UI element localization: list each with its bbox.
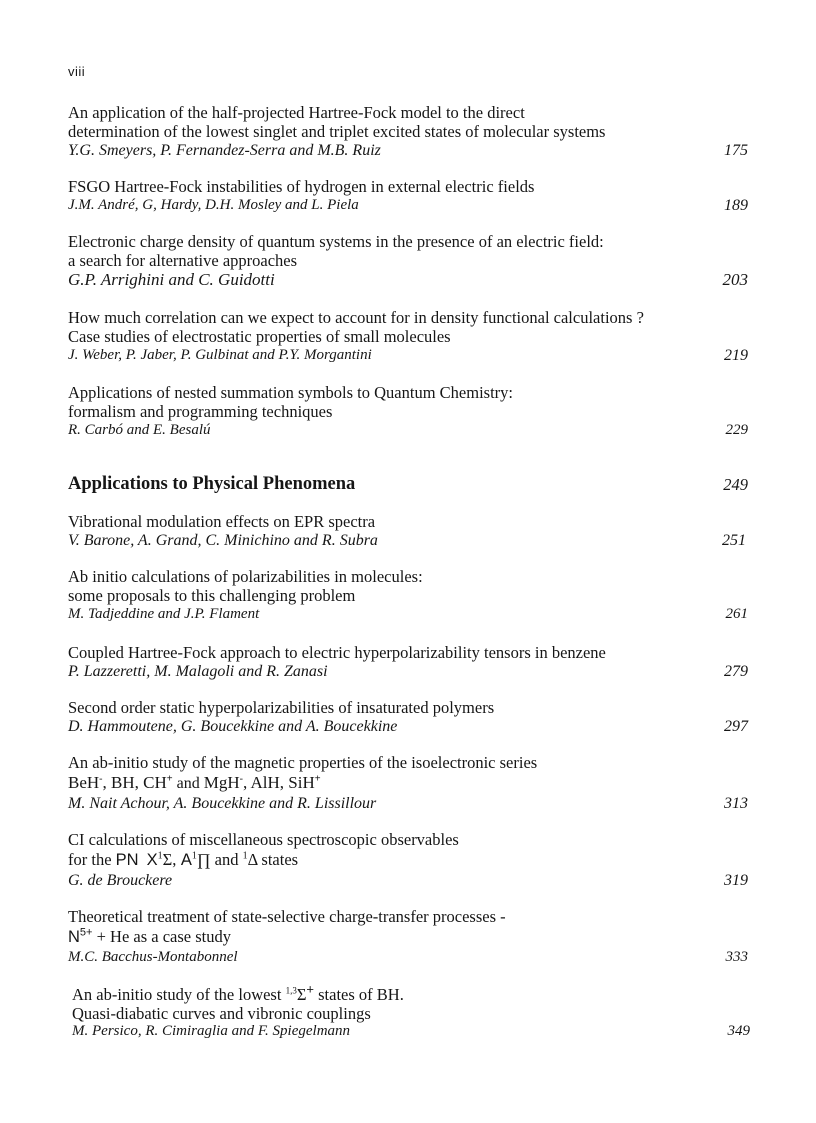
entry-authors: M. Tadjeddine and J.P. Flament	[68, 606, 260, 622]
entry-authors: R. Carbó and E. Besalú	[68, 422, 211, 438]
entry-authors: V. Barone, A. Grand, C. Minichino and R. Subra	[68, 532, 378, 549]
superscript: 1	[242, 850, 248, 862]
toc-entry	[68, 512, 748, 550]
toc-entry	[68, 753, 748, 813]
entry-title-line-formula	[72, 981, 750, 1005]
formula-text: states	[257, 850, 299, 869]
entry-title-line: Electronic charge density of quantum systems in the presence of an electric field:	[68, 232, 604, 251]
entry-title-line: Coupled Hartree-Fock approach to electric hyperpolarizability tensors in benzene	[68, 643, 606, 662]
formula-n: N	[68, 928, 80, 946]
toc-entry	[68, 232, 748, 289]
entry-title-line: determination of the lowest singlet and triplet excited states of molecular systems	[68, 122, 606, 141]
page-number: viii	[68, 64, 86, 79]
entry-title-line: some proposals to this challenging problem	[68, 586, 356, 605]
section-heading	[68, 473, 748, 495]
entry-page-number: 251	[722, 532, 746, 549]
toc-entry	[68, 308, 748, 365]
toc-entry	[68, 698, 748, 736]
sigma-symbol: Σ	[296, 985, 307, 1004]
entry-title-line-formula	[68, 772, 748, 794]
entry-authors: Y.G. Smeyers, P. Fernandez-Serra and M.B. Ruiz	[68, 142, 381, 159]
charge-plus: +	[166, 773, 173, 785]
entry-title-line: FSGO Hartree-Fock instabilities of hydrogen in external electric fields	[68, 177, 535, 196]
entry-authors: J. Weber, P. Jaber, P. Gulbinat and P.Y. Morgantini	[68, 347, 372, 363]
entry-authors: P. Lazzeretti, M. Malagoli and R. Zanasi	[68, 663, 328, 680]
entry-authors: D. Hammoutene, G. Boucekkine and A. Boucekkine	[68, 718, 398, 735]
formula-text: , AlH, SiH	[242, 773, 315, 792]
entry-authors: M.C. Bacchus-Montabonnel	[68, 949, 238, 965]
formula-x: X	[146, 851, 158, 869]
entry-title-line: An application of the half-projected Hartree-Fock model to the direct	[68, 103, 525, 122]
delta-symbol: Δ	[247, 850, 258, 869]
charge-plus: +	[314, 773, 321, 785]
entry-authors: G.P. Arrighini and C. Guidotti	[68, 270, 275, 289]
formula-mgh: MgH	[203, 773, 240, 792]
formula-pn: PN	[115, 851, 139, 869]
toc-entry	[72, 981, 750, 1041]
entry-title-line: Applications of nested summation symbols to Quantum Chemistry:	[68, 383, 514, 402]
entry-page-number: 349	[727, 1023, 750, 1039]
entry-page-number: 313	[724, 795, 748, 812]
entry-title-line: An ab-initio study of the magnetic properties of the isoelectronic series	[68, 753, 538, 772]
entry-title-line: Vibrational modulation effects on EPR spectra	[68, 512, 376, 531]
entry-page-number: 297	[724, 718, 748, 735]
charge-minus: -	[239, 773, 243, 785]
toc-entry	[68, 643, 748, 681]
entry-title-line: Ab initio calculations of polarizabilities in molecules:	[68, 567, 423, 586]
formula-text: for the	[68, 850, 116, 869]
formula-text: An ab-initio study of the lowest	[72, 985, 286, 1004]
toc-entry	[68, 567, 748, 624]
formula-text: and	[172, 775, 204, 792]
formula-text: , BH, CH	[102, 773, 167, 792]
toc-entry	[68, 177, 748, 215]
entry-authors: G. de Brouckere	[68, 872, 173, 889]
section-title: Applications to Physical Phenomena	[68, 474, 356, 494]
entry-page-number: 189	[724, 197, 748, 214]
formula-a: A	[176, 851, 192, 869]
entry-title-line: Case studies of electrostatic properties of small molecules	[68, 327, 451, 346]
superscript: 1,3	[285, 985, 297, 996]
entry-page-number: 279	[724, 663, 748, 680]
formula-text: states of BH.	[314, 985, 404, 1004]
entry-page-number: 319	[724, 872, 748, 889]
formula-text: as a case study	[129, 927, 231, 946]
entry-page-number: 219	[724, 347, 748, 364]
superscript: 1	[157, 850, 163, 862]
entry-page-number: 333	[725, 949, 748, 965]
charge-plus: +	[306, 981, 315, 997]
entry-title-line-formula	[68, 849, 748, 871]
formula-beh: BeH	[68, 773, 100, 792]
superscript: 1	[191, 850, 197, 862]
section-page-number: 249	[723, 475, 748, 494]
sigma-symbol: Σ,	[162, 850, 177, 869]
toc-entry	[68, 907, 748, 967]
entry-title-line: Quasi-diabatic curves and vibronic couplings	[72, 1004, 371, 1023]
entry-title-line: Theoretical treatment of state-selective charge-transfer processes -	[68, 907, 506, 926]
entry-page-number: 203	[722, 270, 748, 289]
entry-page-number: 175	[724, 142, 748, 159]
entry-title-line: a search for alternative approaches	[68, 251, 298, 270]
entry-title-line: formalism and programming techniques	[68, 402, 333, 421]
entry-page-number: 261	[725, 606, 748, 622]
entry-authors: J.M. André, G, Hardy, D.H. Mosley and L. Piela	[68, 197, 359, 213]
toc-entry	[68, 103, 748, 160]
entry-authors: M. Persico, R. Cimiraglia and F. Spiegelmann	[72, 1023, 351, 1039]
entry-page-number: 229	[725, 422, 748, 438]
entry-authors: M. Nait Achour, A. Boucekkine and R. Lissillour	[68, 795, 377, 812]
charge-minus: -	[99, 773, 103, 785]
toc-entry	[68, 830, 748, 890]
superscript: 5+	[79, 926, 93, 939]
pi-symbol: ∏	[196, 850, 211, 869]
entry-title-line: How much correlation can we expect to account for in density functional calculations ?	[68, 308, 644, 327]
formula-text: and	[210, 850, 243, 869]
entry-title-line: CI calculations of miscellaneous spectroscopic observables	[68, 830, 459, 849]
toc-entry	[68, 383, 748, 440]
entry-title-line-formula	[68, 926, 748, 948]
entry-title-line: Second order static hyperpolarizabilities of insaturated polymers	[68, 698, 495, 717]
formula-he: + He	[92, 927, 130, 946]
